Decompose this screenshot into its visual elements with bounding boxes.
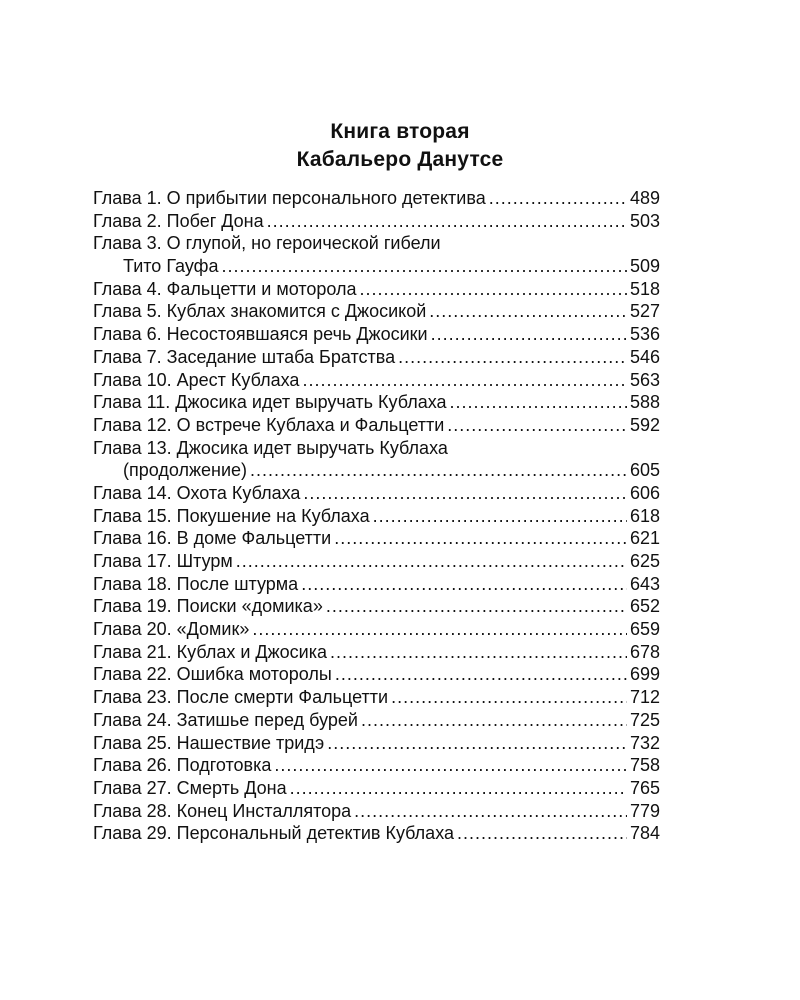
- toc-entry-page-number: 509: [629, 256, 660, 277]
- dot-leader: [250, 459, 627, 482]
- toc-entry-page-number: 678: [629, 641, 660, 662]
- toc-entry: [93, 822, 660, 845]
- toc-entry-page-number: 605: [629, 460, 660, 481]
- toc-entry-title: Глава 26. Подготовка: [93, 755, 272, 776]
- dot-leader: [373, 505, 627, 528]
- toc-entry: [93, 663, 660, 686]
- toc-entry-page-number: 652: [629, 596, 660, 617]
- toc-entry-line: [93, 414, 660, 437]
- toc-entry-page-number: 643: [629, 573, 660, 594]
- toc-entry-title: Глава 21. Кублах и Джосика: [93, 641, 327, 662]
- toc-entry-page-number: 779: [629, 800, 660, 821]
- toc-entry-continuation-line: [93, 459, 660, 482]
- toc-entry-title: Глава 16. В доме Фальцетти: [93, 528, 332, 549]
- toc-entry: [93, 618, 660, 641]
- toc-entry-line: [93, 686, 660, 709]
- toc-entry-line: [93, 663, 660, 686]
- dot-leader: [360, 278, 627, 301]
- toc-entry-page-number: 518: [629, 278, 660, 299]
- toc-entry-line: [93, 210, 660, 233]
- toc-entry-line: [93, 822, 660, 845]
- toc-entry: [93, 278, 660, 301]
- toc-entry-title: Глава 11. Джосика идет выручать Кублаха: [93, 392, 447, 413]
- toc-entry-title: Глава 29. Персональный детектив Кублаха: [93, 823, 455, 844]
- toc-entry: [93, 414, 660, 437]
- toc-entry: [93, 732, 660, 755]
- toc-entry-page-number: 621: [629, 528, 660, 549]
- toc-entry-page-number: 732: [629, 732, 660, 753]
- toc-entry-line: [93, 527, 660, 550]
- toc-entry-title: Глава 10. Арест Кублаха: [93, 369, 300, 390]
- toc-entry-line: [93, 573, 660, 596]
- toc-entry-page-number: 588: [629, 392, 660, 413]
- toc-entry: [93, 300, 660, 323]
- toc-entry: [93, 595, 660, 618]
- toc-entry-line: [93, 595, 660, 618]
- toc-entry-line: [93, 505, 660, 528]
- toc-entry-line: [93, 732, 660, 755]
- dot-leader: [450, 391, 627, 414]
- dot-leader: [489, 187, 627, 210]
- toc-entry-page-number: 784: [629, 823, 660, 844]
- toc-entry: [93, 210, 660, 233]
- dot-leader: [326, 595, 627, 618]
- toc-entry-page-number: 712: [629, 687, 660, 708]
- toc-entry: [93, 800, 660, 823]
- dot-leader: [457, 822, 627, 845]
- toc-entry-first-line: [93, 437, 660, 460]
- toc-entry-title: Глава 6. Несостоявшаяся речь Джосики: [93, 324, 428, 345]
- toc-entry-title: Глава 5. Кублах знакомится с Джосикой: [93, 301, 427, 322]
- dot-leader: [301, 573, 627, 596]
- toc-entry: [93, 437, 660, 482]
- dot-leader: [302, 369, 627, 392]
- toc-entry-page-number: 563: [629, 369, 660, 390]
- toc-entry: [93, 391, 660, 414]
- toc-entry-page-number: 699: [629, 664, 660, 685]
- toc-entry-title: Глава 14. Охота Кублаха: [93, 482, 301, 503]
- toc-entry-line: [93, 391, 660, 414]
- dot-leader: [221, 255, 626, 278]
- toc-entry: [93, 527, 660, 550]
- toc-entry: [93, 641, 660, 664]
- toc-entry-title: Глава 22. Ошибка моторолы: [93, 664, 332, 685]
- toc-entry-title: Глава 7. Заседание штаба Братства: [93, 346, 396, 367]
- toc-entry-title: Глава 17. Штурм: [93, 551, 233, 571]
- toc-entry: [93, 709, 660, 732]
- dot-leader: [431, 323, 627, 346]
- toc-entry-line: [93, 618, 660, 641]
- toc-entry-first-line: [93, 232, 660, 255]
- toc-entry-line: [93, 323, 660, 346]
- toc-entry: [93, 369, 660, 392]
- toc-entry-page-number: 625: [629, 551, 660, 571]
- toc-entry: [93, 187, 660, 210]
- dot-leader: [274, 754, 627, 777]
- table-of-contents: [93, 187, 660, 845]
- toc-entry-title: Глава 13. Джосика идет выручать Кублаха: [93, 437, 448, 458]
- toc-entry-title: Глава 28. Конец Инсталлятора: [93, 800, 352, 821]
- dot-leader: [391, 686, 627, 709]
- toc-entry-line: [93, 369, 660, 392]
- toc-entry-title: Глава 3. О глупой, но героической гибели: [93, 233, 441, 254]
- toc-entry: [93, 573, 660, 596]
- toc-entry-line: [93, 641, 660, 664]
- toc-entry-continuation-line: [93, 255, 660, 278]
- toc-entry-title: Глава 18. После штурма: [93, 573, 299, 594]
- dot-leader: [236, 550, 627, 573]
- dot-leader: [327, 732, 627, 755]
- dot-leader: [335, 663, 627, 686]
- dot-leader: [398, 346, 627, 369]
- dot-leader: [252, 618, 627, 641]
- toc-entry-page-number: 606: [629, 482, 660, 503]
- book-subtitle: Кабальеро Данутсе: [296, 148, 504, 171]
- toc-entry-page-number: 536: [629, 324, 660, 345]
- toc-entry-line: [93, 709, 660, 732]
- toc-entry: [93, 505, 660, 528]
- toc-entry-page-number: 758: [629, 755, 660, 776]
- toc-entry-title: Глава 24. Затишье перед бурей: [93, 709, 358, 730]
- toc-entry-page-number: 725: [629, 709, 660, 730]
- toc-entry-title: Глава 19. Поиски «домика»: [93, 596, 323, 617]
- toc-entry: [93, 754, 660, 777]
- toc-entry: [93, 346, 660, 369]
- toc-entry-title-continuation: (продолжение): [123, 460, 248, 481]
- dot-leader: [447, 414, 627, 437]
- dot-leader: [361, 709, 627, 732]
- dot-leader: [354, 800, 627, 823]
- dot-leader: [267, 210, 627, 233]
- dot-leader: [290, 777, 627, 800]
- dot-leader: [330, 641, 627, 664]
- toc-entry-page-number: 489: [629, 188, 660, 208]
- toc-entry-title: Глава 15. Покушение на Кублаха: [93, 505, 370, 526]
- toc-entry-title: Глава 25. Нашествие тридэ: [93, 732, 325, 753]
- toc-entry-title-continuation: Тито Гауфа: [123, 256, 219, 277]
- book-title: Книга вторая: [330, 120, 470, 143]
- toc-entry-line: [93, 278, 660, 301]
- dot-leader: [334, 527, 627, 550]
- toc-entry-page-number: 503: [629, 210, 660, 231]
- toc-entry-page-number: 765: [629, 777, 660, 798]
- dot-leader: [429, 300, 627, 323]
- toc-entry-title: Глава 2. Побег Дона: [93, 210, 264, 231]
- toc-entry-title: Глава 27. Смерть Дона: [93, 777, 287, 798]
- toc-entry-title: Глава 20. «Домик»: [93, 619, 250, 640]
- toc-entry-line: [93, 187, 660, 210]
- toc-entry: [93, 232, 660, 277]
- part-heading: [0, 118, 800, 174]
- toc-entry-title: Глава 23. После смерти Фальцетти: [93, 687, 389, 708]
- dot-leader: [303, 482, 627, 505]
- toc-entry-line: [93, 777, 660, 800]
- toc-entry: [93, 482, 660, 505]
- toc-entry-page-number: 618: [629, 505, 660, 526]
- toc-entry-line: [93, 754, 660, 777]
- toc-entry-title: Глава 12. О встрече Кублаха и Фальцетти: [93, 414, 445, 435]
- toc-entry: [93, 323, 660, 346]
- toc-entry: [93, 550, 660, 573]
- toc-entry-title: Глава 1. О прибытии персонального детектива: [93, 188, 486, 208]
- toc-entry-title: Глава 4. Фальцетти и моторола: [93, 278, 357, 299]
- toc-entry-line: [93, 346, 660, 369]
- toc-entry-page-number: 546: [629, 346, 660, 367]
- toc-entry-page-number: 659: [629, 619, 660, 640]
- toc-entry-page-number: 527: [629, 301, 660, 322]
- toc-entry-line: [93, 300, 660, 323]
- toc-entry-line: [93, 482, 660, 505]
- toc-entry-line: [93, 800, 660, 823]
- toc-entry-line: [93, 550, 660, 573]
- toc-entry: [93, 686, 660, 709]
- toc-entry-page-number: 592: [629, 414, 660, 435]
- toc-entry: [93, 777, 660, 800]
